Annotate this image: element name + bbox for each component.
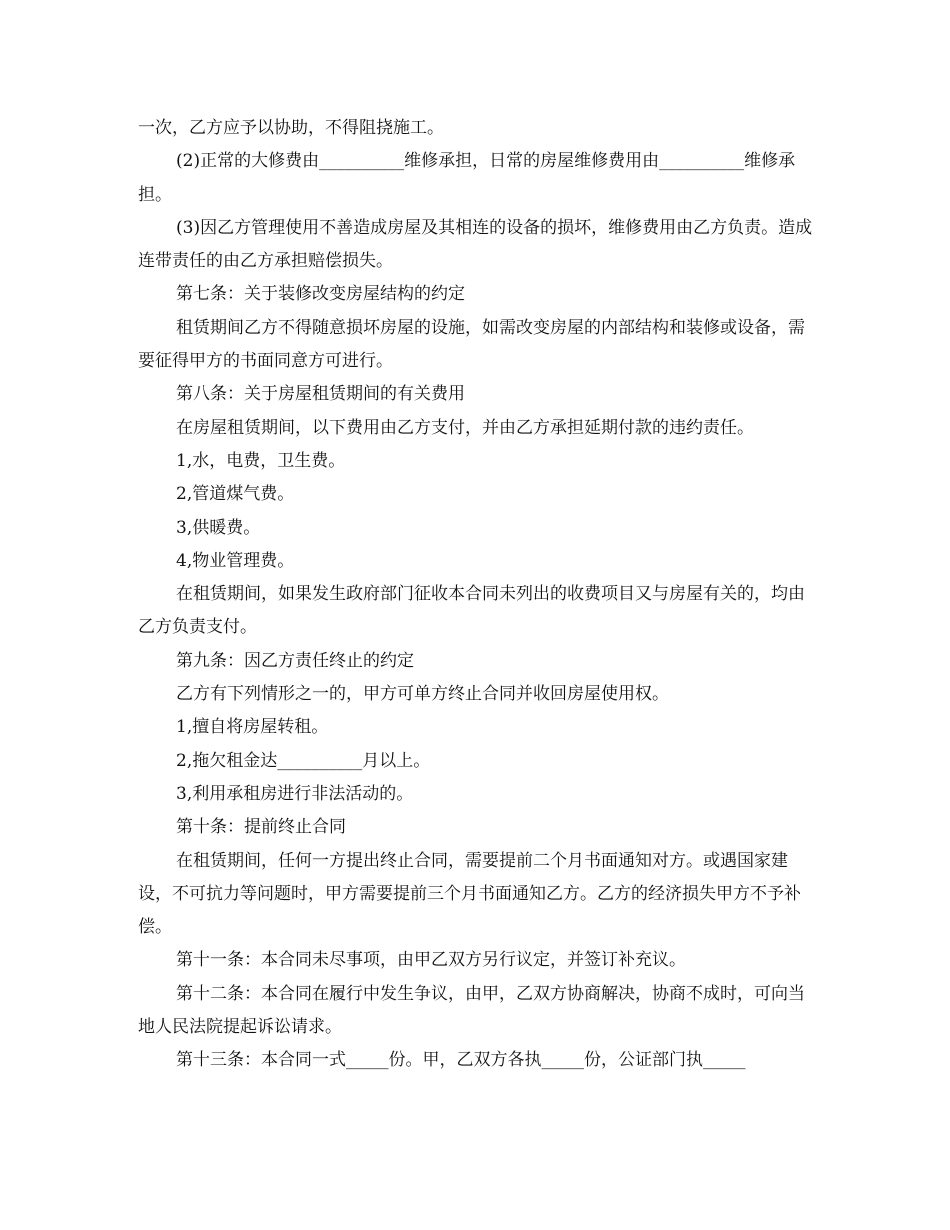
paragraph-14: 乙方有下列情形之一的，甲方可单方终止合同并收回房屋使用权。: [176, 684, 669, 705]
paragraph-7: 在房屋租赁期间，以下费用由乙方支付，并由乙方承担延期付款的违约责任。: [176, 417, 754, 438]
paragraph-3: (3)因乙方管理使用不善造成房屋及其相连的设备的损坏，维修费用由乙方负责。造成连带责任的由乙方承担赔偿损失。: [138, 217, 813, 272]
list-item-fee-3: 3,供暖费。: [176, 517, 261, 538]
document-body: [138, 112, 814, 1078]
paragraph-5: 租赁期间乙方不得随意损坏房屋的设施，如需改变房屋的内部结构和装修或设备，需要征得甲方的书面同意方可进行。: [138, 317, 805, 372]
article-13: 第十三条：本合同一式_____份。甲，乙双方各执_____份，公证部门执_____: [176, 1050, 746, 1071]
paragraph-12: 在租赁期间，如果发生政府部门征收本合同未列出的收费项目又与房屋有关的，均由乙方负责支付。: [138, 584, 805, 638]
article-12: 第十二条：本合同在履行中发生争议，由甲，乙双方协商解决，协商不成时，可向当地人民法院提起诉讼请求。: [138, 983, 805, 1038]
list-item-fee-1: 1,水，电费，卫生费。: [176, 450, 346, 471]
section-heading-article-9: 第九条：因乙方责任终止的约定: [176, 650, 414, 671]
section-heading-article-8: 第八条：关于房屋租赁期间的有关费用: [176, 384, 465, 405]
list-item-termination-1: 1,擅自将房屋转租。: [176, 717, 329, 738]
list-item-fee-4: 4,物业管理费。: [176, 550, 295, 571]
list-item-termination-2: 2,拖欠租金达__________月以上。: [176, 750, 431, 771]
paragraph-1: 一次，乙方应予以协助，不得阻挠施工。: [138, 118, 444, 138]
paragraph-2: (2)正常的大修费由__________维修承担，日常的房屋维修费用由__________维修承担。: [138, 151, 796, 205]
section-heading-article-10: 第十条：提前终止合同: [176, 817, 346, 838]
section-heading-article-7: 第七条：关于装修改变房屋结构的约定: [176, 284, 465, 305]
list-item-fee-2: 2,管道煤气费。: [176, 484, 295, 505]
list-item-termination-3: 3,利用承租房进行非法活动的。: [176, 783, 414, 804]
article-11: 第十一条：本合同未尽事项，由甲乙双方另行议定，并签订补充议。: [176, 950, 686, 971]
paragraph-19: 在租赁期间，任何一方提出终止合同，需要提前二个月书面通知对方。或遇国家建设，不可抗力等问题时，甲方需要提前三个月书面通知乙方。乙方的经济损失甲方不予补偿。: [138, 850, 801, 938]
